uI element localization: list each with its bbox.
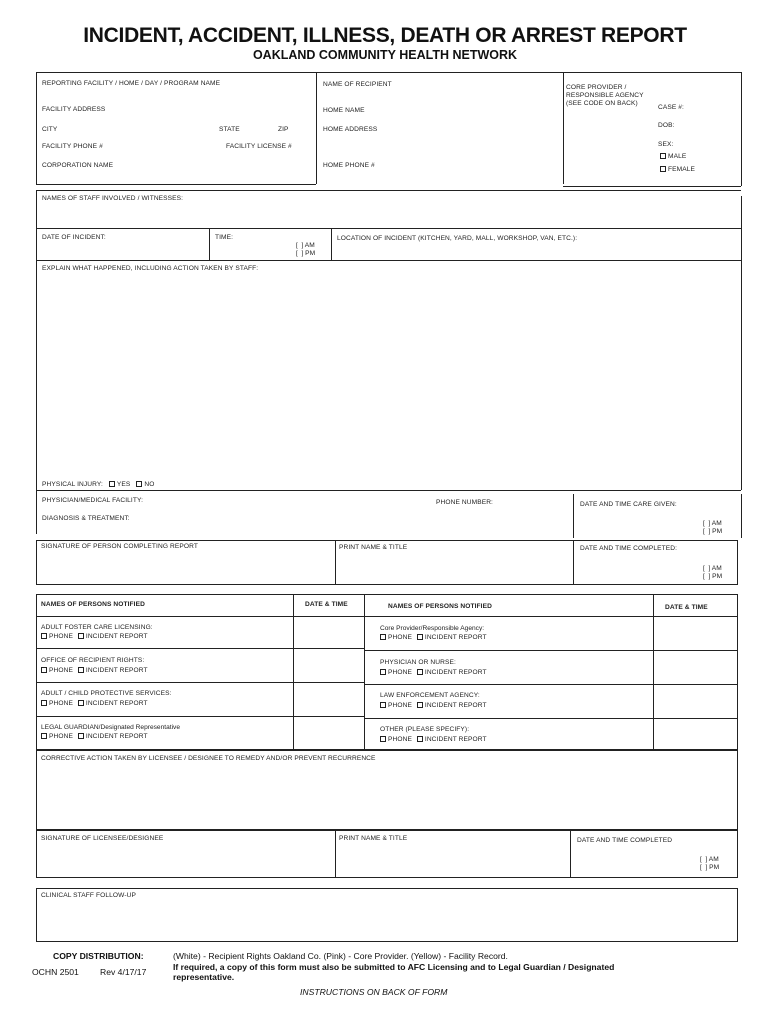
physician-nurse-label: PHYSICIAN OR NURSE:	[380, 659, 456, 666]
incident-am-pm[interactable]: [ ] AM [ ] PM	[296, 242, 316, 257]
clinical-followup-box	[36, 888, 738, 942]
home-address-field[interactable]: HOME ADDRESS	[323, 126, 378, 133]
facility-phone-field[interactable]: FACILITY PHONE #	[42, 143, 103, 150]
injury-yes-checkbox[interactable]: YES	[109, 481, 131, 488]
home-phone-field[interactable]: HOME PHONE #	[323, 162, 375, 169]
male-checkbox[interactable]: MALE	[660, 153, 686, 160]
instructions-note: INSTRUCTIONS ON BACK OF FORM	[300, 987, 448, 997]
checkbox-icon	[78, 667, 84, 673]
checkbox-icon	[78, 733, 84, 739]
core-provider-notified-label: Core Provider/Responsible Agency:	[380, 625, 485, 632]
physical-injury-label: PHYSICAL INJURY: YES NO	[42, 481, 155, 488]
divider	[293, 594, 294, 750]
care-am-pm[interactable]: [ ] AM [ ] PM	[703, 520, 723, 535]
date-completed-field[interactable]: DATE AND TIME COMPLETED:	[580, 545, 678, 552]
staff-witnesses-field[interactable]: NAMES OF STAFF INVOLVED / WITNESSES:	[42, 195, 184, 202]
dob-field[interactable]: DOB:	[658, 122, 675, 129]
rule	[563, 186, 741, 187]
care-given-field[interactable]: DATE AND TIME CARE GIVEN:	[580, 501, 677, 508]
physician-field[interactable]: PHYSICIAN/MEDICAL FACILITY:	[42, 497, 144, 504]
divider	[741, 196, 742, 490]
divider	[209, 228, 210, 260]
divider	[741, 494, 742, 538]
date-time-header: DATE & TIME	[665, 604, 708, 611]
completed-am-pm[interactable]: [ ] AM [ ] PM	[703, 565, 723, 580]
state-field[interactable]: STATE	[219, 126, 240, 133]
revision-date: Rev 4/17/17	[100, 967, 147, 977]
rule	[36, 190, 741, 191]
protective-services-label: ADULT / CHILD PROTECTIVE SERVICES:	[41, 690, 172, 697]
checkbox-icon	[41, 733, 47, 739]
licensee-signature-field[interactable]: SIGNATURE OF LICENSEE/DESIGNEE	[41, 835, 164, 842]
divider	[563, 72, 564, 184]
rule	[36, 682, 364, 683]
checkbox-icon	[41, 633, 47, 639]
divider	[36, 72, 37, 184]
time-field[interactable]: TIME:	[215, 234, 234, 241]
checkbox-icon	[417, 634, 423, 640]
distribution-line2: If required, a copy of this form must also be submitted to AFC Licensing and to Legal Guardian / Designated	[173, 962, 615, 972]
form-title: INCIDENT, ACCIDENT, ILLNESS, DEATH OR ARREST REPORT	[83, 24, 687, 47]
checkbox-icon	[660, 166, 666, 172]
divider	[741, 72, 742, 186]
sex-field: SEX:	[658, 141, 674, 148]
checkbox-icon	[380, 702, 386, 708]
checkbox-icon	[380, 736, 386, 742]
names-notified-header: NAMES OF PERSONS NOTIFIED	[41, 601, 145, 608]
rule	[36, 648, 364, 649]
licensee-print-name-field[interactable]: PRINT NAME & TITLE	[339, 835, 408, 842]
phone-number-field[interactable]: PHONE NUMBER:	[436, 499, 493, 506]
recipient-rights-label: OFFICE OF RECIPIENT RIGHTS:	[41, 657, 145, 664]
print-name-field[interactable]: PRINT NAME & TITLE	[339, 544, 408, 551]
facility-license-field[interactable]: FACILITY LICENSE #	[226, 143, 292, 150]
licensee-date-completed-field[interactable]: DATE AND TIME COMPLETED	[577, 837, 673, 844]
checkbox-icon	[380, 634, 386, 640]
protective-checks[interactable]: PHONE INCIDENT REPORT	[41, 700, 148, 707]
checkbox-icon	[660, 153, 666, 159]
rule	[36, 260, 741, 261]
zip-field[interactable]: ZIP	[278, 126, 289, 133]
corrective-action-box	[36, 750, 738, 830]
corrective-action-field[interactable]: CORRECTIVE ACTION TAKEN BY LICENSEE / DESIGNEE TO REMEDY AND/OR PREVENT RECURRENCE	[41, 755, 376, 762]
rule	[364, 650, 738, 651]
city-field[interactable]: CITY	[42, 126, 58, 133]
licensee-am-pm[interactable]: [ ] AM [ ] PM	[700, 856, 720, 871]
other-checks[interactable]: PHONE INCIDENT REPORT	[380, 736, 487, 743]
rule	[36, 184, 316, 185]
checkbox-icon	[41, 667, 47, 673]
case-field[interactable]: CASE #:	[658, 104, 684, 111]
checkbox-icon	[380, 669, 386, 675]
rule	[364, 684, 738, 685]
divider	[335, 830, 336, 878]
afc-licensing-label: ADULT FOSTER CARE LICENSING:	[41, 624, 153, 631]
divider	[570, 830, 571, 878]
rights-checks[interactable]: PHONE INCIDENT REPORT	[41, 667, 148, 674]
recipient-name-field[interactable]: NAME OF RECIPIENT	[323, 81, 392, 88]
core-provider-label: RESPONSIBLE AGENCY	[566, 92, 644, 99]
divider	[364, 594, 365, 750]
date-of-incident-field[interactable]: DATE OF INCIDENT:	[42, 234, 106, 241]
rule	[36, 490, 741, 491]
facility-address-field[interactable]: FACILITY ADDRESS	[42, 106, 106, 113]
signature-completing-field[interactable]: SIGNATURE OF PERSON COMPLETING REPORT	[41, 543, 198, 550]
checkbox-icon	[78, 633, 84, 639]
rule	[36, 716, 364, 717]
distribution-line1: (White) - Recipient Rights Oakland Co. (Pink) - Core Provider. (Yellow) - Facility Record.	[173, 951, 508, 961]
checkbox-icon	[417, 736, 423, 742]
law-enforcement-label: LAW ENFORCEMENT AGENCY:	[380, 692, 480, 699]
explain-field[interactable]: EXPLAIN WHAT HAPPENED, INCLUDING ACTION TAKEN BY STAFF:	[42, 265, 259, 272]
top-rule	[36, 72, 741, 73]
core-provider-label: (SEE CODE ON BACK)	[566, 100, 638, 107]
divider	[573, 494, 574, 538]
home-name-field[interactable]: HOME NAME	[323, 107, 365, 114]
diagnosis-field[interactable]: DIAGNOSIS & TREATMENT:	[42, 515, 130, 522]
law-checks[interactable]: PHONE INCIDENT REPORT	[380, 702, 487, 709]
other-label: OTHER (PLEASE SPECIFY):	[380, 726, 470, 733]
injury-no-checkbox[interactable]: NO	[136, 481, 154, 488]
reporting-facility-field[interactable]: REPORTING FACILITY / HOME / DAY / PROGRAM NAME	[42, 80, 221, 87]
corporation-name-field[interactable]: CORPORATION NAME	[42, 162, 114, 169]
copy-distribution-label: COPY DISTRIBUTION:	[53, 951, 144, 961]
form-subtitle: OAKLAND COMMUNITY HEALTH NETWORK	[252, 48, 518, 62]
date-time-header: DATE & TIME	[305, 601, 348, 608]
checkbox-icon	[136, 481, 142, 487]
guardian-checks[interactable]: PHONE INCIDENT REPORT	[41, 733, 148, 740]
checkbox-icon	[109, 481, 115, 487]
female-checkbox[interactable]: FEMALE	[660, 166, 695, 173]
divider	[36, 190, 37, 490]
checkbox-icon	[78, 700, 84, 706]
afc-checks[interactable]: PHONE INCIDENT REPORT	[41, 633, 148, 640]
names-notified-header: NAMES OF PERSONS NOTIFIED	[388, 603, 492, 610]
checkbox-icon	[417, 669, 423, 675]
core-checks[interactable]: PHONE INCIDENT REPORT	[380, 634, 487, 641]
divider	[573, 540, 574, 585]
core-provider-label: CORE PROVIDER /	[566, 84, 627, 91]
divider	[335, 540, 336, 585]
distribution-line3: representative.	[173, 972, 235, 982]
checkbox-icon	[417, 702, 423, 708]
rule	[36, 228, 741, 229]
rule	[364, 718, 738, 719]
clinical-followup-field[interactable]: CLINICAL STAFF FOLLOW-UP	[41, 892, 136, 899]
checkbox-icon	[41, 700, 47, 706]
location-field[interactable]: LOCATION OF INCIDENT (KITCHEN, YARD, MALL, WORKSHOP, VAN, ETC.):	[337, 235, 578, 242]
legal-guardian-label: LEGAL GUARDIAN/Designated Representative	[41, 724, 181, 731]
rule	[36, 616, 738, 617]
divider	[36, 490, 37, 534]
form-number: OCHN 2501	[32, 967, 79, 977]
physician-checks[interactable]: PHONE INCIDENT REPORT	[380, 669, 487, 676]
divider	[653, 594, 654, 750]
divider	[316, 72, 317, 184]
divider	[331, 228, 332, 260]
